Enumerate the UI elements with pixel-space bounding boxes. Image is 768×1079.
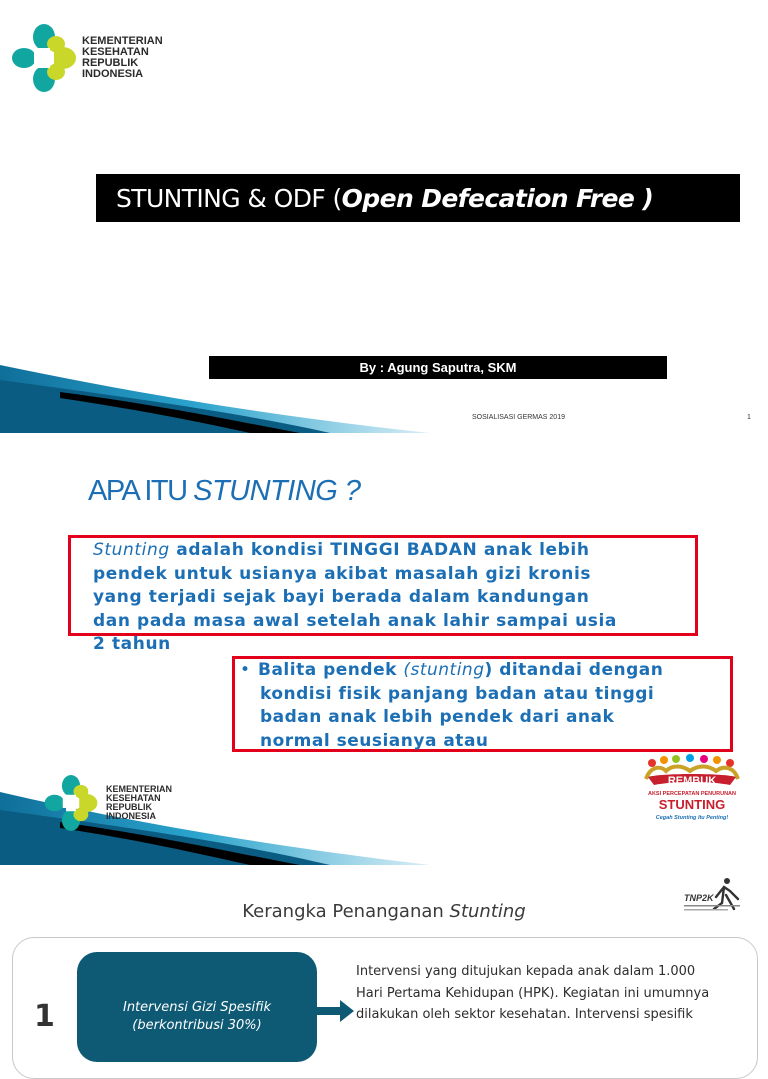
definition-line: dan pada masa awal setelah anak lahir sampai usia (93, 610, 617, 631)
slide-title-italic: Open Defecation Free ) (341, 183, 654, 213)
step-number: 1 (34, 999, 55, 1034)
logo-line: REPUBLIK (82, 57, 139, 69)
heading-main: APA ITU (88, 475, 194, 507)
logo-line: KESEHATAN (106, 792, 161, 803)
slide-2 (0, 435, 768, 865)
definition-line: 2 tahun (93, 634, 171, 654)
kemenkes-clover-icon (12, 24, 76, 92)
kemenkes-logo (12, 24, 163, 92)
logo-line: INDONESIA (82, 68, 144, 81)
kemenkes-logo-text (82, 36, 163, 81)
slide-3 (0, 867, 768, 1034)
slide-title (96, 174, 740, 222)
footer-label: SOSIALISASI GERMAS 2019 (472, 414, 565, 421)
logo-line: KEMENTERIAN (106, 783, 173, 794)
card-title: Intervensi Gizi Spesifik (122, 1000, 272, 1015)
slide-heading (88, 475, 361, 508)
description-line: Hari Pertama Kehidupan (HPK). Kegiatan ini umumnya (356, 985, 710, 1001)
blue-wave-decoration (0, 360, 768, 433)
heading-main: Kerangka Penanganan (242, 901, 450, 922)
kemenkes-clover-icon (40, 775, 102, 831)
bullet-line: Balita pendek (258, 660, 404, 680)
arrow-right-icon (316, 998, 356, 1024)
bullet-marker: • (240, 660, 251, 680)
logo-line: KEMENTERIAN (82, 34, 163, 47)
definition-text (93, 539, 693, 657)
kemenkes-logo-small (40, 775, 172, 831)
logo-line: INDONESIA (106, 811, 157, 822)
bullet-line: kondisi fisik panjang badan atau tinggi (260, 683, 655, 704)
description-line: Intervensi yang ditujukan kepada anak dalam 1.000 (356, 964, 696, 979)
definition-line: pendek untuk usianya akibat masalah gizi kronis (93, 563, 592, 584)
tnp2k-label: TNP2K (684, 893, 714, 903)
definition-italic-word: Stunting (93, 540, 170, 560)
heading-italic: STUNTING ? (193, 475, 361, 507)
slide-heading (0, 901, 768, 922)
kemenkes-logo-text (106, 785, 172, 822)
definition-line: adalah kondisi TINGGI BADAN anak lebih (169, 540, 590, 560)
slide-title-main: STUNTING & ODF ( (116, 183, 342, 213)
rembuk-line3: STUNTING (658, 797, 726, 812)
slide-1 (0, 0, 768, 433)
intervention-description (356, 961, 738, 1026)
bullet-line: ) ditandai dengan (484, 660, 664, 680)
rembuk-tagline: Cegah Stunting Itu Penting! (655, 815, 729, 821)
logo-line: REPUBLIK (106, 802, 153, 812)
bullet-italic: (stunting (403, 660, 485, 680)
description-line: dilakukan oleh sektor kesehatan. Intervensi spesifik (356, 1007, 693, 1022)
slide-number: 1 (747, 414, 751, 421)
bullet-text (240, 659, 730, 753)
intervention-card (77, 952, 317, 1062)
card-subtitle: (berkontribusi 30%) (132, 1018, 262, 1033)
definition-line: yang terjadi sejak bayi berada dalam kandungan (93, 587, 590, 607)
bullet-line: badan anak lebih pendek dari anak (260, 707, 615, 727)
rembuk-line1: REMBUK (667, 775, 717, 787)
author-label: By : Agung Saputra, SKM (209, 356, 667, 379)
rembuk-stunting-logo (640, 753, 744, 833)
heading-italic: Stunting (449, 901, 526, 922)
logo-line: KESEHATAN (82, 45, 149, 58)
bullet-line: normal seusianya atau (260, 730, 489, 751)
rembuk-line2: AKSI PERCEPATAN PENURUNAN (647, 791, 737, 797)
